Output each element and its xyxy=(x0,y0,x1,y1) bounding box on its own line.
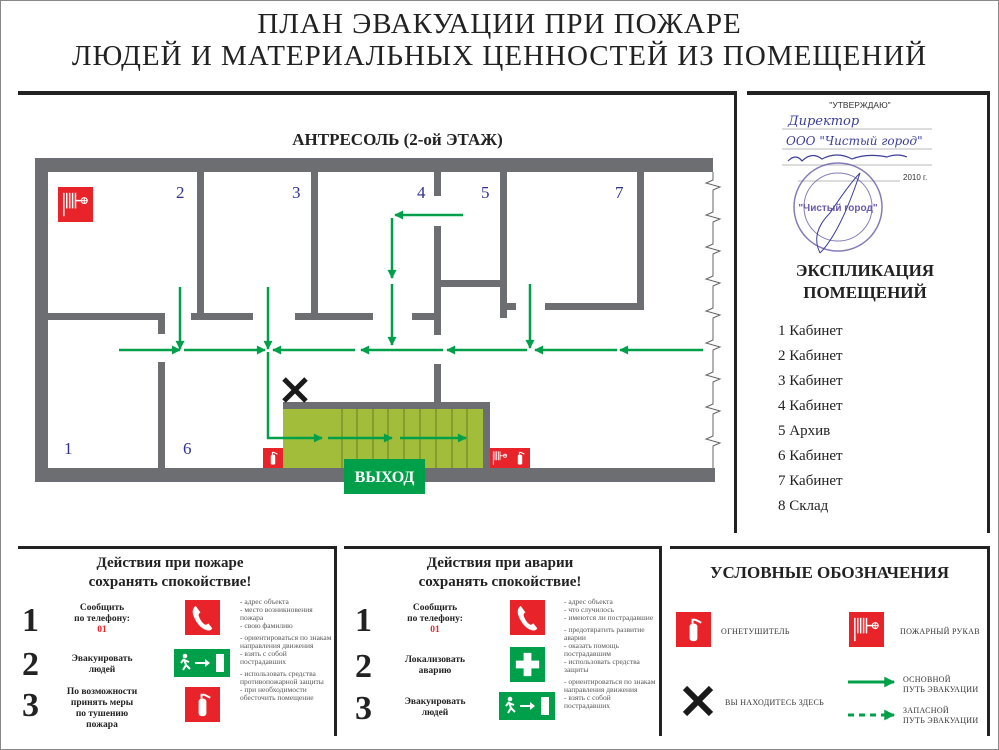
explication-item: 1 Кабинет xyxy=(778,323,843,339)
divider xyxy=(18,546,336,549)
step-bullets: - адрес объекта - место возникновения пожара - свою фамилию xyxy=(240,597,313,630)
step-label: Эвакуировать людей xyxy=(71,654,133,675)
step-number: 3 xyxy=(355,690,372,727)
room-number: 6 xyxy=(183,439,192,458)
phone-icon xyxy=(185,600,220,635)
step-number: 2 xyxy=(22,646,39,683)
divider xyxy=(670,546,990,549)
route-legend-icons xyxy=(846,672,898,724)
fire-hose-icon xyxy=(490,448,510,468)
explication-list xyxy=(778,319,843,519)
accident-step-bullets-column xyxy=(564,598,656,710)
step-bullets: - адрес объекта - что случилось - имеются ли пострадавшие xyxy=(564,597,654,622)
explication-item: 3 Кабинет xyxy=(778,373,843,389)
legend-title: УСЛОВНЫЕ ОБОЗНАЧЕНИЯ xyxy=(709,563,950,582)
exit-label: ВЫХОД xyxy=(354,469,415,486)
wall-break-line xyxy=(706,172,720,468)
explication-title: ЭКСПЛИКАЦИЯ ПОМЕЩЕНИЙ xyxy=(795,261,935,302)
svg-text:"Чистый город": "Чистый город" xyxy=(798,203,878,214)
plan-title-line2: ЛЮДЕЙ И МАТЕРИАЛЬНЫХ ЦЕННОСТЕЙ ИЗ ПОМЕЩЕНИЙ xyxy=(71,40,928,72)
step-bullets: - использовать средства противопожарной защиты - при необходимости обесточить помещение xyxy=(240,669,324,702)
exit-sign-icon xyxy=(174,649,230,677)
approval-stamp xyxy=(760,95,960,260)
fire-hose-icon xyxy=(849,612,884,647)
divider xyxy=(334,546,337,736)
step-number: 3 xyxy=(22,687,39,724)
room-number: 4 xyxy=(417,183,426,202)
first-aid-icon xyxy=(510,647,545,682)
fire-actions-title: Действия при пожаре сохранять спокойствие! xyxy=(88,555,252,590)
step-number: 2 xyxy=(355,648,372,685)
room-number: 1 xyxy=(64,439,73,458)
fire-step-bullets-column xyxy=(240,598,332,702)
explication-item: 7 Кабинет xyxy=(778,473,843,489)
phone-icon xyxy=(510,600,545,635)
explication-item: 8 Склад xyxy=(778,498,829,514)
step-label: Эвакуировать людей xyxy=(404,697,466,718)
svg-text:"УТВЕРЖДАЮ": "УТВЕРЖДАЮ" xyxy=(829,100,891,110)
legend-label: ВЫ НАХОДИТЕСЬ ЗДЕСЬ xyxy=(725,698,825,707)
room-number: 5 xyxy=(481,183,490,202)
legend-label: ЗАПАСНОЙ ПУТЬ ЭВАКУАЦИИ xyxy=(903,706,979,725)
step-label: Сообщить по телефону: 01 xyxy=(407,603,463,635)
step-number: 1 xyxy=(355,602,372,639)
explication-item: 6 Кабинет xyxy=(778,448,843,464)
fire-hose-icon xyxy=(58,187,93,222)
svg-text:Директор: Директор xyxy=(788,114,860,129)
divider xyxy=(344,546,662,549)
step-bullets: - ориентироваться по знакам направления движения - взять с собой пострадавших xyxy=(564,677,656,710)
step-number: 1 xyxy=(22,602,39,639)
divider xyxy=(659,546,662,736)
step-bullets: - предотвратить развитие аварии - оказать помощь пострадавшим - использовать средства защиты xyxy=(564,625,645,674)
fire-extinguisher-icon xyxy=(185,687,220,722)
fire-extinguisher-icon xyxy=(676,612,711,647)
step-bullets: - ориентироваться по знакам направления движения - взять с собой пострадавших xyxy=(240,633,332,666)
explication-item: 4 Кабинет xyxy=(778,398,843,414)
explication-item: 5 Архив xyxy=(778,423,831,439)
fire-extinguisher-icon xyxy=(510,448,530,468)
legend-label: ОГНЕТУШИТЕЛЬ xyxy=(721,627,790,636)
step-label: По возможности принять меры по тушению пожара xyxy=(66,687,138,730)
room-number: 2 xyxy=(176,183,185,202)
you-are-here-icon xyxy=(682,685,714,717)
you-are-here-icon xyxy=(284,379,306,401)
fire-extinguisher-icon xyxy=(263,448,283,468)
legend-label: ОСНОВНОЙ ПУТЬ ЭВАКУАЦИИ xyxy=(903,675,979,694)
room-number: 7 xyxy=(615,183,624,202)
room-number: 3 xyxy=(292,183,301,202)
accident-actions-title: Действия при аварии сохранять спокойствие! xyxy=(418,555,582,590)
svg-text:2010 г.: 2010 г. xyxy=(903,173,928,182)
legend-label: ПОЖАРНЫЙ РУКАВ xyxy=(900,627,980,636)
step-label: Локализовать аварию xyxy=(404,655,466,676)
exit-sign-icon xyxy=(499,692,555,720)
plan-title-line1: ПЛАН ЭВАКУАЦИИ ПРИ ПОЖАРЕ xyxy=(257,8,742,40)
explication-item: 2 Кабинет xyxy=(778,348,843,364)
divider xyxy=(987,546,990,736)
floor-title: АНТРЕСОЛЬ (2-ой ЭТАЖ) xyxy=(292,130,503,149)
svg-text:ООО "Чистый город": ООО "Чистый город" xyxy=(786,134,923,148)
step-label: Сообщить по телефону: 01 xyxy=(74,603,130,635)
